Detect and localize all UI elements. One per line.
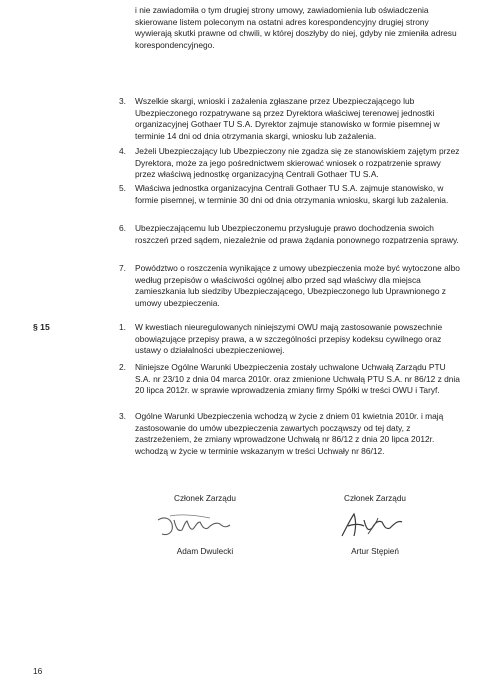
signatory-name: Adam Dwulecki <box>176 547 234 556</box>
item-number: 6. <box>119 223 126 233</box>
item-number: 7. <box>119 263 126 273</box>
section-number: § 15 <box>33 322 50 332</box>
signatory-title: Członek Zarządu <box>174 494 236 503</box>
handwritten-signature <box>150 506 260 544</box>
list-item <box>119 411 460 457</box>
handwritten-signature <box>320 506 430 544</box>
list-item <box>119 322 460 357</box>
page-number: 16 <box>33 666 43 676</box>
list-item <box>119 362 460 397</box>
list-item <box>119 223 460 246</box>
item-number: 1. <box>119 322 126 332</box>
item-text: W kwestiach nieuregulowanych niniejszymi OWU mają zastosowanie powszechnie obowiązujące przepisy prawa, a w szczególności przepisy kodeksu cywilnego oraz ustawy o działalności ubezpieczeniowej. <box>135 322 443 356</box>
list-item <box>119 146 460 181</box>
item-number: 3. <box>119 411 126 421</box>
signature-block <box>150 494 260 569</box>
item-text: Powództwo o roszczenia wynikające z umowy ubezpieczenia może być wytoczone albo według przepisów o właściwości ogólnej albo przed sąd właściwy dla miejsca zamieszkania lub siedziby Ubezpieczającego, Ubezpieczonego lub Uprawnionego z umowy ubezpieczenia. <box>135 263 460 308</box>
item-text: Ubezpieczającemu lub Ubezpieczonemu przysługuje prawo dochodzenia swoich roszczeń przed sądem, niezależnie od prawa żądania ponownego rozpatrzenia sprawy. <box>135 223 459 245</box>
item-text: Niniejsze Ogólne Warunki Ubezpieczenia zostały uchwalone Uchwałą Zarządu PTU S.A. nr 23/10 z dnia 04 marca 2010r. oraz zmienione Uchwałą PTU S.A. nr 86/12 z dnia 20 lipca 2012r. w sprawie wprowadzenia zmiany firmy Spółki w treści OWU i Taryf. <box>135 362 460 396</box>
item-number: 2. <box>119 362 126 372</box>
item-text: Jeżeli Ubezpieczający lub Ubezpieczony nie zgadza się ze stanowiskiem zajętym przez Dyrektora, może za jego pośrednictwem skierować wniosek o rozpatrzenie sprawy przez właściwą jednostkę organizacyjną Centrali Gothaer TU S.A. <box>135 146 460 180</box>
item-number: 4. <box>119 146 126 156</box>
list-item <box>119 183 460 206</box>
item-text: Właściwa jednostka organizacyjna Centrali Gothaer TU S.A. zajmuje stanowisko, w formie pisemnej, w terminie 30 dni od dnia otrzymania wniosku, skargi lub zażalenia. <box>135 183 449 205</box>
signatory-name: Artur Stępień <box>351 547 399 556</box>
paragraph-continuation: i nie zawiadomiła o tym drugiej strony umowy, zawiadomienia lub oświadczenia skierowane listem poleconym na ostatni adres korespondencyjny drugiej strony wywierają skutki prawne od chwili, w której doszłyby do niej, gdyby nie zmieniła adresu korespondencyjnego. <box>135 5 457 50</box>
signature-block <box>320 494 430 569</box>
item-text: Ogólne Warunki Ubezpieczenia wchodzą w życie z dniem 01 kwietnia 2010r. i mają zastosowanie do umów ubezpieczenia zawartych począwszy od tej daty, z zastrzeżeniem, że zmiany wprowadzone Uchwałą nr 86/12 z dnia 20 lipca 2012r. wchodzą w życie w terminie wskazanym w treści Uchwały nr 86/12. <box>135 411 444 456</box>
item-number: 3. <box>119 96 126 106</box>
item-text: Wszelkie skargi, wnioski i zażalenia zgłaszane przez Ubezpieczającego lub Ubezpieczonego rozpatrywane są przez Dyrektora właściwej terenowej jednostki organizacyjnej Gothaer TU S.A. Dyrektor zajmuje stanowisko w formie pisemnej w terminie 14 dni od dnia otrzymania skargi, wniosku lub zażalenia. <box>135 96 440 141</box>
item-number: 5. <box>119 183 126 193</box>
list-item <box>119 263 460 309</box>
signatory-title: Członek Zarządu <box>344 494 406 503</box>
list-item <box>119 96 460 142</box>
